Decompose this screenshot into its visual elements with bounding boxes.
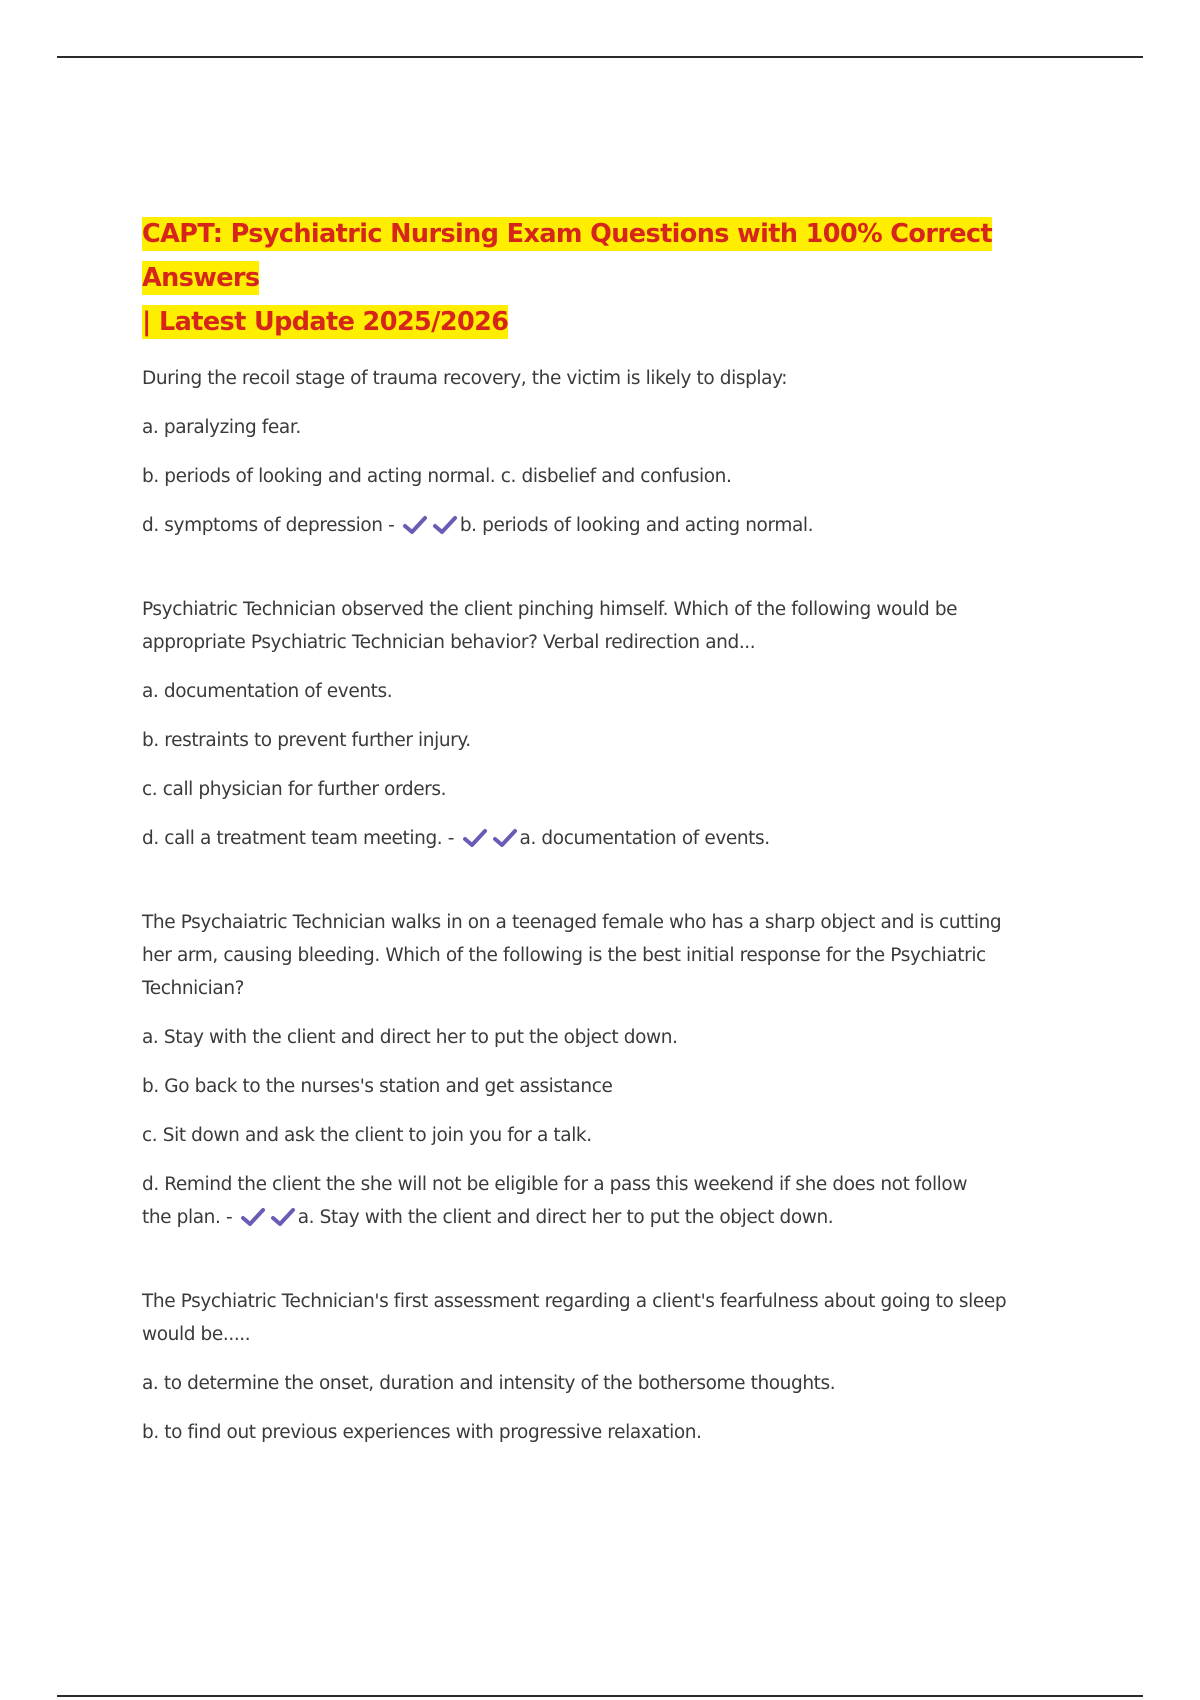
option-d-with-answer (142, 822, 1062, 855)
question-stem-continued: Technician? (142, 978, 245, 999)
question-3 (142, 906, 1062, 1234)
checkmark-icon (270, 1207, 296, 1227)
footer-rule (57, 1695, 1143, 1697)
checkmark-icon (462, 828, 488, 848)
option-a: a. to determine the onset, duration and intensity of the bothersome thoughts. (142, 1373, 836, 1394)
option-d-with-answer (142, 509, 1062, 542)
question-2 (142, 593, 1062, 855)
question-1 (142, 362, 1062, 542)
title-line-2: | Latest Update 2025/2026 (142, 307, 509, 337)
correct-answer: a. documentation of events. (519, 828, 770, 849)
question-stem-continued: appropriate Psychiatric Technician behavior? Verbal redirection and... (142, 632, 756, 653)
option-b: b. to find out previous experiences with progressive relaxation. (142, 1422, 702, 1443)
checkmark-icon (432, 515, 458, 535)
option-c: c. Sit down and ask the client to join you for a talk. (142, 1125, 592, 1146)
question-stem: During the recoil stage of trauma recovery, the victim is likely to display: (142, 368, 788, 389)
option-a: a. documentation of events. (142, 681, 393, 702)
option-d: d. Remind the client the she will not be eligible for a pass this weekend if she does not follow (142, 1174, 968, 1195)
checkmark-icon (240, 1207, 266, 1227)
question-stem-continued: her arm, causing bleeding. Which of the following is the best initial response for the Psychiatric (142, 945, 986, 966)
option-a: a. paralyzing fear. (142, 417, 301, 438)
option-d-continued: the plan. - (142, 1207, 233, 1228)
question-stem: The Psychiatric Technician's first assessment regarding a client's fearfulness about going to sleep (142, 1291, 1007, 1312)
header-rule (57, 56, 1143, 58)
question-stem: The Psychaiatric Technician walks in on a teenaged female who has a sharp object and is cutting (142, 912, 1002, 933)
option-b: b. Go back to the nurses's station and get assistance (142, 1076, 613, 1097)
document-body (142, 212, 1062, 1465)
question-4 (142, 1285, 1062, 1449)
question-stem: Psychiatric Technician observed the client pinching himself. Which of the following would be (142, 599, 958, 620)
question-stem-continued: would be..... (142, 1324, 251, 1345)
checkmark-icon (402, 515, 428, 535)
option-d-with-answer (142, 1201, 1062, 1234)
option-d: d. call a treatment team meeting. - (142, 828, 455, 849)
option-a: a. Stay with the client and direct her to put the object down. (142, 1027, 678, 1048)
option-d: d. symptoms of depression - (142, 515, 395, 536)
option-b-c: b. periods of looking and acting normal. c. disbelief and confusion. (142, 466, 732, 487)
correct-answer: a. Stay with the client and direct her to put the object down. (297, 1207, 834, 1228)
correct-answer: b. periods of looking and acting normal. (459, 515, 814, 536)
title-line-1: CAPT: Psychiatric Nursing Exam Questions with 100% Correct Answers (142, 219, 993, 293)
option-c: c. call physician for further orders. (142, 779, 447, 800)
option-b: b. restraints to prevent further injury. (142, 730, 471, 751)
checkmark-icon (492, 828, 518, 848)
document-title (142, 212, 1062, 344)
